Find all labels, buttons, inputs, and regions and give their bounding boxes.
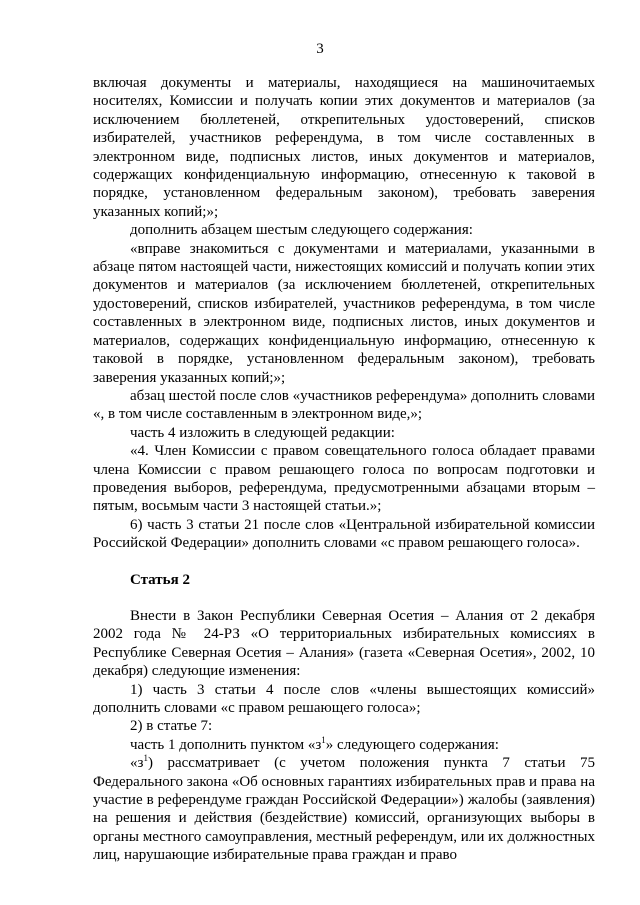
paragraph-part-one-add — [93, 736, 595, 754]
page-number: 3 — [316, 41, 324, 57]
paragraph-abzac-six: абзац шестой после слов «участников референдума» дополнить словами «, в том числе составленным в электронном виде,»; — [93, 387, 595, 423]
superscript: 1 — [321, 734, 326, 745]
paragraph-article-two-intro: Внести в Закон Республики Северная Осетия – Алания от 2 декабря 2002 года № 24-РЗ «О территориальных избирательных комиссиях в Республике Северная Осетия – Алания» (газета «Северная Осетия», 2002, 10 декабря) следующие изменения: — [93, 607, 595, 680]
paragraph-item-one: 1) часть 3 статьи 4 после слов «члены вышестоящих комиссий» дополнить словами «с правом решающего голоса»; — [93, 681, 595, 716]
paragraph-item-two: 2) в статье 7: — [130, 718, 213, 735]
paragraph-part-four-text: «4. Член Комиссии с правом совещательного голоса обладает правами члена Комиссии с правом решающего голоса по вопросам подготовки и проведения выборов, референдума, предусмотренными абзацами вторым – пятым, восьмым части 3 настоящей статьи.»; — [93, 443, 595, 515]
article-heading: Статья 2 — [130, 571, 190, 588]
paragraph-part-four-intro: часть 4 изложить в следующей редакции: — [130, 424, 395, 441]
document-body — [93, 74, 595, 865]
paragraph-quoted-z1 — [93, 754, 595, 864]
text-fragment: » следующего содержания: — [325, 736, 499, 753]
text-fragment: ) рассматривает (с учетом положения пункта 7 статьи 75 Федерального закона «Об основных гарантиях избирательных прав и права на участие в референдуме граждан Российской Федерации») жалобы (заявления) на решения и действия (бездействие) комиссий, организующих выборы в органы местного самоуправления, местный референдум, или их должностных лиц, нарушающие избирательные права граждан и право — [93, 755, 595, 864]
paragraph-continuation: включая документы и материалы, находящиеся на машиночитаемых носителях, Комиссии и получать копии этих документов и материалов (за исключением бюллетеней, открепительных удостоверений, списков избирателей, участников референдума, в том числе составленных в электронном виде, подписных листов, иных документов и материалов, содержащих конфиденциальную информацию, отнесенную к таковой в порядке, установленном федеральным законом), требовать заверения указанных копий;»; — [93, 75, 595, 220]
text-fragment: часть 1 дополнить пунктом «з — [130, 736, 322, 753]
superscript: 1 — [143, 753, 148, 764]
text-fragment: «з — [130, 755, 144, 772]
paragraph-add-sixth-abzac: дополнить абзацем шестым следующего содержания: — [130, 222, 473, 239]
paragraph-quoted-right: «вправе знакомиться с документами и материалами, указанными в абзаце пятом настоящей части, нижестоящих комиссий и получать копии этих документов и материалов (за исключением бюллетеней, открепительных удостоверений, списков избирателей, участников референдума, в том числе составленных в электронном виде, подписных листов, иных документов и материалов, содержащих конфиденциальную информацию, отнесенную к таковой в порядке, установленном федеральным законом), требовать заверения указанных копий;»; — [93, 240, 595, 386]
paragraph-item-six: 6) часть 3 статьи 21 после слов «Центральной избирательной комиссии Российской Федерации» дополнить словами «с правом решающего голоса». — [93, 516, 595, 552]
